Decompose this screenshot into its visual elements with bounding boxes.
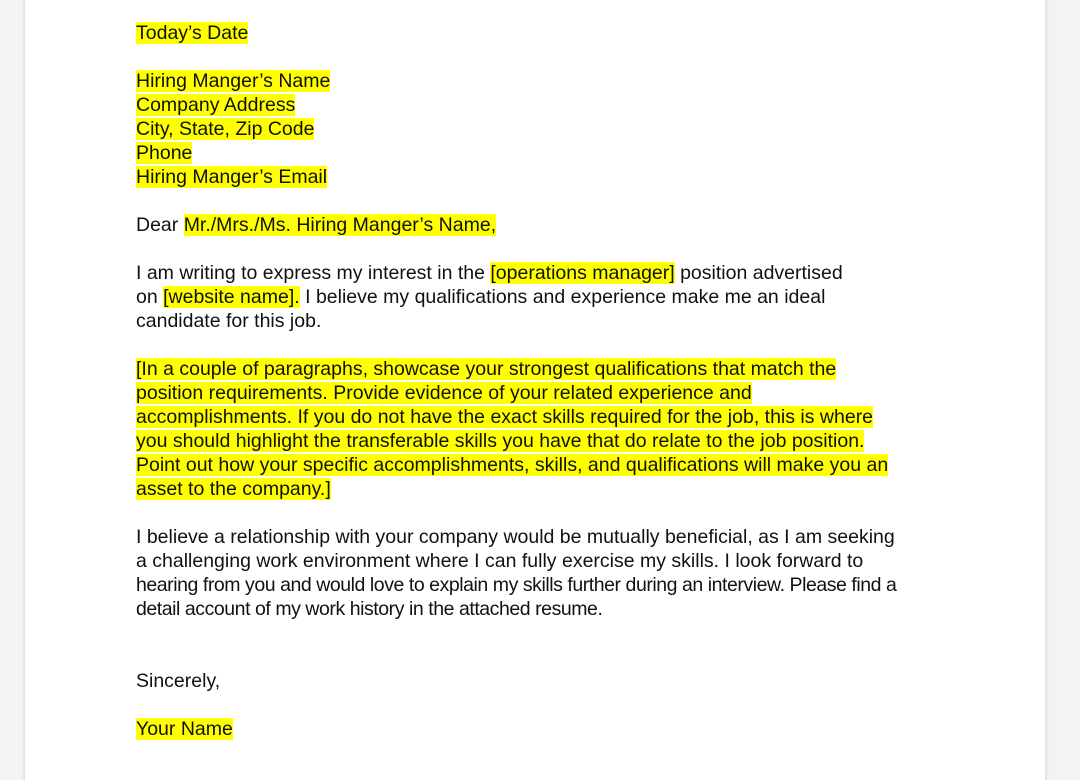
recipient-phone: Phone (136, 142, 193, 164)
intro-text-2: position advertised (674, 262, 843, 284)
position-placeholder: [operations manager] (490, 262, 675, 284)
salutation-prefix: Dear (136, 214, 184, 236)
date-line (136, 21, 976, 45)
recipient-email: Hiring Manger’s Email (136, 166, 328, 188)
intro-text-4: I believe my qualifications and experience make me an ideal (299, 286, 826, 308)
closing-paragraph (136, 525, 976, 621)
website-placeholder: [website name]. (163, 286, 300, 308)
signature-line (136, 717, 976, 741)
closing-line: a challenging work environment where I can fully exercise my skills. I look forward to (136, 550, 864, 572)
recipient-name: Hiring Manger’s Name (136, 70, 331, 92)
letter-body (136, 21, 976, 741)
closing-line: detail account of my work history in the attached resume. (136, 598, 603, 620)
closing-line: hearing from you and would love to explain my skills further during an interview. Please find a (136, 574, 897, 596)
body-line: you should highlight the transferable skills you have that do relate to the job position. (136, 430, 865, 452)
signature-name: Your Name (136, 718, 233, 740)
body-line: Point out how your specific accomplishments, skills, and qualifications will make you an (136, 454, 889, 476)
recipient-city-state-zip: City, State, Zip Code (136, 118, 315, 140)
date-placeholder: Today’s Date (136, 22, 249, 44)
body-line: position requirements. Provide evidence of your related experience and (136, 382, 752, 404)
closing-line: I believe a relationship with your company would be mutually beneficial, as I am seeking (136, 526, 895, 548)
intro-text-5: candidate for this job. (136, 310, 322, 332)
intro-text-3: on (136, 286, 164, 308)
body-placeholder-paragraph (136, 357, 976, 501)
body-line: [In a couple of paragraphs, showcase your strongest qualifications that match the (136, 358, 837, 380)
recipient-block (136, 69, 976, 189)
recipient-address: Company Address (136, 94, 296, 116)
intro-paragraph (136, 261, 976, 333)
salutation-name: Mr./Mrs./Ms. Hiring Manger’s Name, (183, 214, 497, 236)
body-line: accomplishments. If you do not have the exact skills required for the job, this is where (136, 406, 874, 428)
document-page (24, 0, 1046, 780)
intro-text-1: I am writing to express my interest in the (136, 262, 491, 284)
body-line: asset to the company.] (136, 478, 331, 500)
salutation (136, 213, 976, 237)
sign-off: Sincerely, (136, 670, 221, 692)
